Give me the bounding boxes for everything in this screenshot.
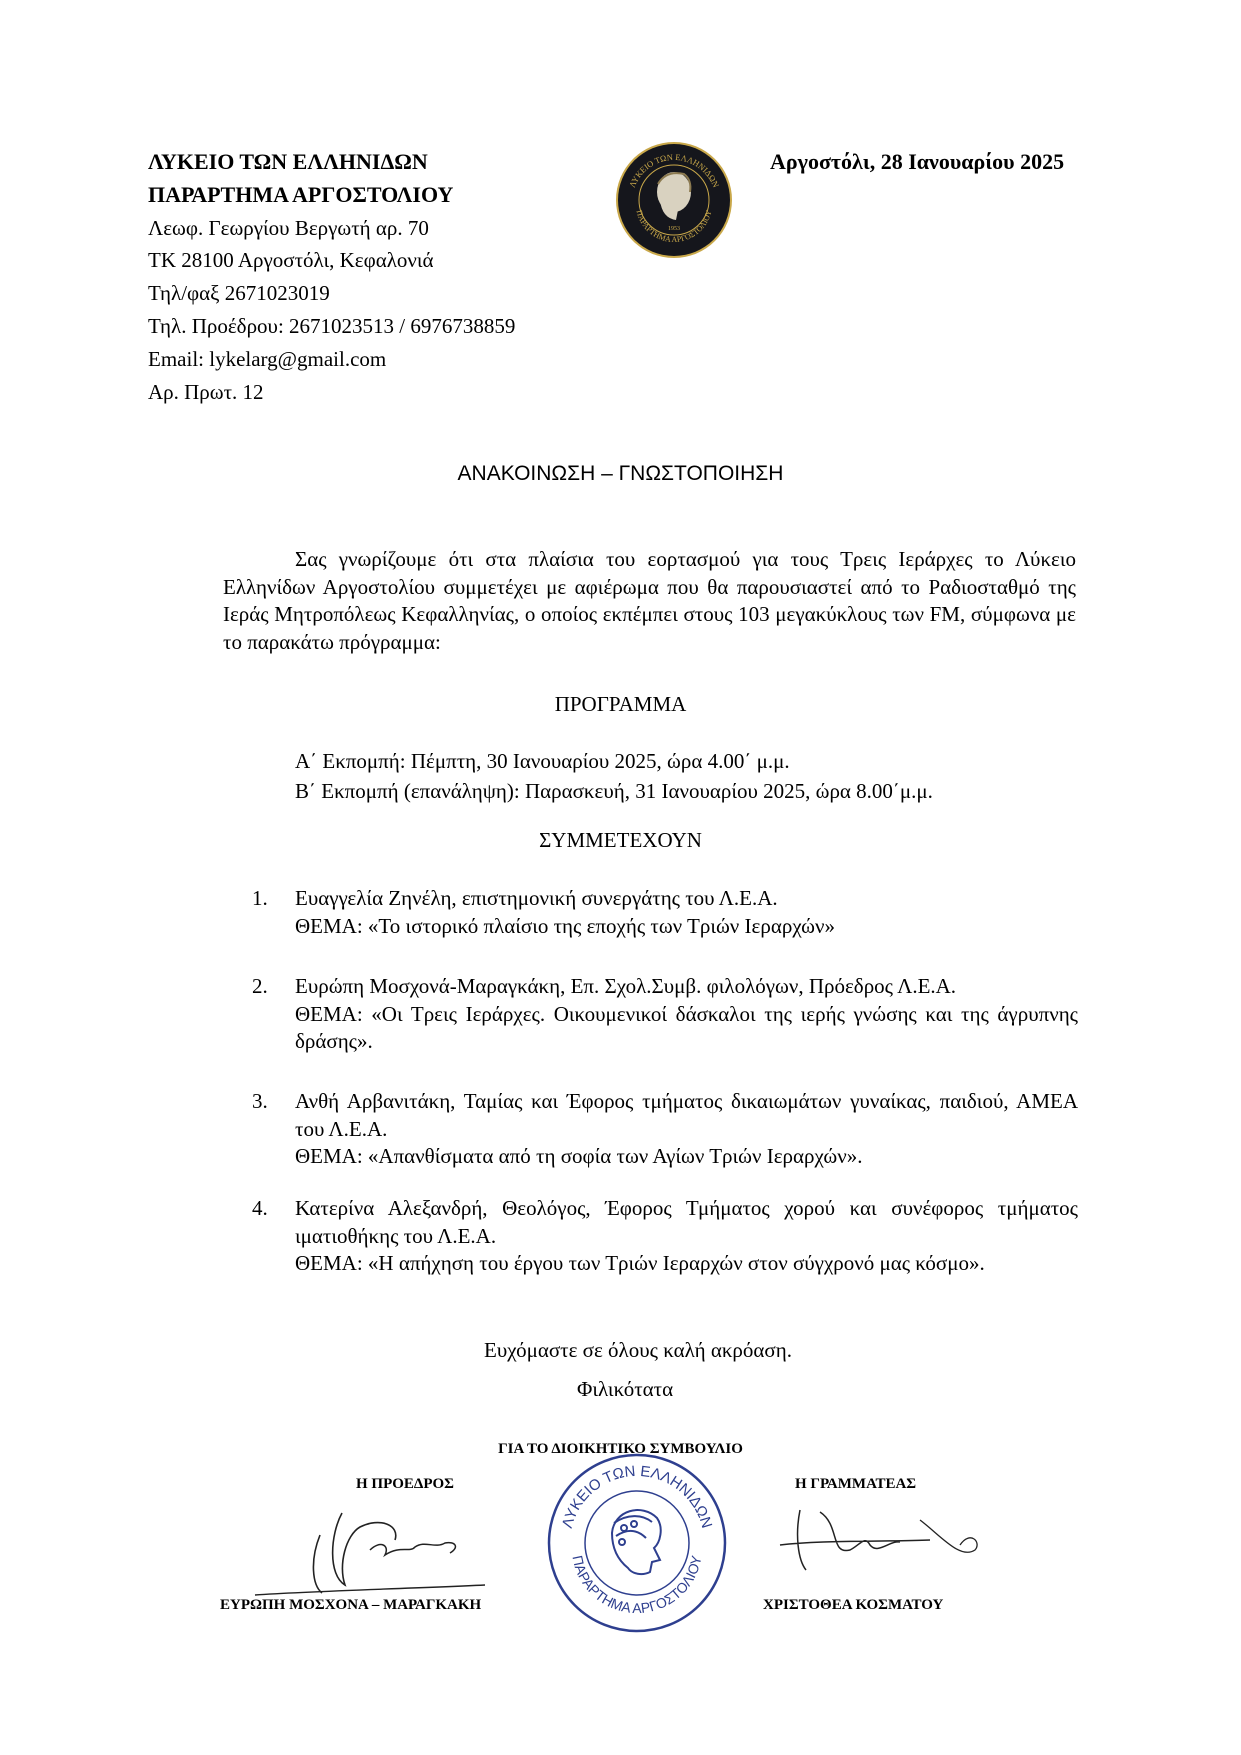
participant-name: Ανθή Αρβανιτάκη, Ταμίας και Έφορος τμήματος δικαιωμάτων γυναίκας, παιδιού, ΑΜΕΑ του Λ.Ε.Α.	[295, 1089, 1078, 1141]
secretary-role: Η ΓΡΑΜΜΑΤΕΑΣ	[795, 1476, 917, 1492]
participant-theme: ΘΕΜΑ: «Η απήχηση του έργου των Τριών Ιεραρχών στον σύγχρονό μας κόσμο».	[295, 1251, 985, 1275]
president-signature	[250, 1505, 490, 1600]
secretary-signature	[760, 1500, 990, 1580]
item-number: 4.	[252, 1196, 268, 1220]
participant-name: Κατερίνα Αλεξανδρή, Θεολόγος, Έφορος Τμήματος χορού και συνέφορος τμήματος ιματιοθήκης του Λ.Ε.Α.	[295, 1196, 1078, 1248]
stamp-head-icon	[612, 1510, 661, 1574]
branch-stamp	[542, 1448, 732, 1638]
secretary-name: ΧΡΙΣΤΟΘΕΑ ΚΟΣΜΑΤΟΥ	[763, 1597, 944, 1613]
postal-address: ΤΚ 28100 Αργοστόλι, Κεφαλονιά	[148, 248, 434, 273]
closing-wish: Ευχόμαστε σε όλους καλή ακρόαση.	[484, 1338, 792, 1362]
participants-heading: ΣΥΜΜΕΤΕΧΟΥΝ	[539, 828, 702, 852]
document-title: ΑΝΑΚΟΙΝΩΣΗ – ΓΝΩΣΤΟΠΟΙΗΣΗ	[457, 462, 784, 485]
broadcast-b: Β΄ Εκπομπή (επανάληψη): Παρασκευή, 31 Ιανουαρίου 2025, ώρα 8.00΄μ.μ.	[295, 779, 933, 803]
president-role: Η ΠΡΟΕΔΡΟΣ	[356, 1476, 454, 1492]
closing-regards: Φιλικότατα	[577, 1377, 674, 1401]
logo-bottom-text: ΠΑΡΑΡΤΗΜΑ ΑΡΓΟΣΤΟΛΙΟΥ	[634, 209, 714, 245]
participant-theme: ΘΕΜΑ: «Απανθίσματα από τη σοφία των Αγίων Τριών Ιεραρχών».	[295, 1144, 863, 1168]
participant-name: Ευρώπη Μοσχονά-Μαραγκάκη, Επ. Σχολ.Συμβ. φιλολόγων, Πρόεδρος Λ.Ε.Α.	[295, 974, 957, 998]
participant-theme: ΘΕΜΑ: «Το ιστορικό πλαίσιο της εποχής των Τριών Ιεραρχών»	[295, 913, 835, 938]
list-item	[252, 973, 1078, 1056]
logo-year: 1953	[668, 226, 680, 232]
intro-paragraph: Σας γνωρίζουμε ότι στα πλαίσια του εορτασμού για τους Τρεις Ιεράρχες το Λύκειο Ελληνίδων Αργοστολίου συμμετέχει με αφιέρωμα που θα παρουσιαστεί από το Ραδιοσταθμό της Ιεράς Μητροπόλεως Κεφαλληνίας, ο οποίος εκπέμπει στους 103 μεγακύκλους των FM, σύμφωνα με το παρακάτω πρόγραμμα:	[223, 547, 1076, 654]
president-phone: Τηλ. Προέδρου: 2671023513 / 6976738859	[148, 313, 516, 338]
program-heading: ΠΡΟΓΡΑΜΜΑ	[554, 692, 687, 716]
sender-block	[148, 146, 515, 408]
address: Λεωφ. Γεωργίου Βεργωτή αρ. 70	[148, 215, 429, 240]
stamp-bottom-text: ΠΑΡΑΡΤΗΜΑ ΑΡΓΟΣΤΟΛΙΟΥ	[569, 1553, 705, 1617]
item-number: 2.	[252, 974, 268, 998]
protocol-number: Αρ. Πρωτ. 12	[148, 379, 264, 404]
item-number: 3.	[252, 1089, 268, 1113]
participant-name: Ευαγγελία Ζηνέλη, επιστημονική συνεργάτης του Λ.Ε.Α.	[295, 886, 778, 910]
participant-theme: ΘΕΜΑ: «Οι Τρεις Ιεράρχες. Οικουμενικοί δάσκαλοι της ιερής γνώσης και της άγρυπνης δράσης».	[295, 1001, 1078, 1053]
list-item	[252, 885, 1078, 940]
phone-fax: Τηλ/φαξ 2671023019	[148, 281, 330, 306]
document-date: Αργοστόλι, 28 Ιανουαρίου 2025	[770, 149, 1065, 174]
president-name: ΕΥΡΩΠΗ ΜΟΣΧΟΝΑ – ΜΑΡΑΓΚΑΚΗ	[220, 1597, 482, 1613]
broadcast-a: Α΄ Εκπομπή: Πέμπτη, 30 Ιανουαρίου 2025, ώρα 4.00΄ μ.μ.	[295, 749, 790, 773]
stamp-top-text: ΛΥΚΕΙΟ ΤΩΝ ΕΛΛΗΝΙΔΩΝ	[558, 1462, 716, 1531]
email: Email: lykelarg@gmail.com	[148, 346, 387, 371]
logo-top-text: ΛΥΚΕΙΟ ΤΩΝ ΕΛΛΗΝΙΔΩΝ	[626, 151, 722, 189]
board-caption: ΓΙΑ ΤΟ ΔΙΟΙΚΗΤΙΚΟ ΣΥΜΒΟΥΛΙΟ	[498, 1441, 743, 1457]
list-item	[252, 1195, 1078, 1278]
branch-name: ΠΑΡΑΡΤΗΜΑ ΑΡΓΟΣΤΟΛΙΟΥ	[148, 181, 454, 207]
lyceum-logo	[614, 140, 734, 260]
item-number: 1.	[252, 886, 268, 910]
list-item	[252, 1088, 1078, 1171]
org-name: ΛΥΚΕΙΟ ΤΩΝ ΕΛΛΗΝΙΔΩΝ	[148, 149, 428, 174]
